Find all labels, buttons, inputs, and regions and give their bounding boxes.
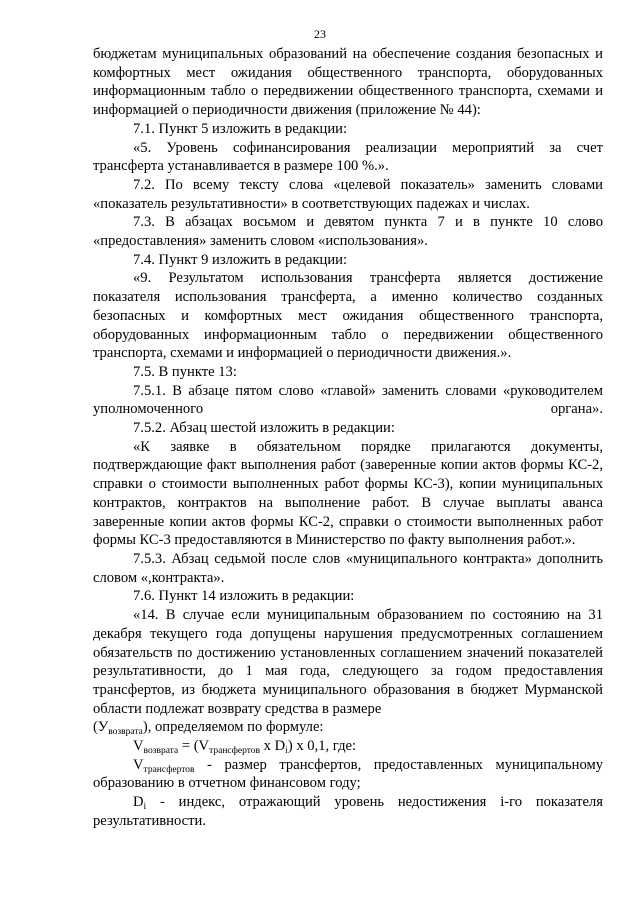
definition-d-text: - индекс, отражающий уровень недостижения i-го показателя результативности.: [93, 794, 603, 829]
paragraph: 7.5.2. Абзац шестой изложить в редакции:: [133, 420, 395, 437]
paragraph: 7.3. В абзацах восьмом и девятом пункта 7 и в пункте 10 слово «предоставления» заменить словом «использования».: [93, 214, 603, 250]
paragraph: 7.1. Пункт 5 изложить в редакции:: [133, 120, 348, 137]
formula-i-sub: i: [285, 746, 288, 757]
paragraph: 7.5. В пункте 13:: [133, 363, 237, 380]
paragraph: «9. Результатом использования трансферта является достижение показателя использования трансферта, а именно количество созданных безопасных и комфортных мест ожидания общественного транспорта, оборудованных информационным табло о передвижении общественного транспорта, схемами и информацией о периодичности движения.».: [93, 270, 603, 362]
document-body: [93, 45, 603, 831]
paragraph: «К заявке в обязательном порядке прилагаются документы, подтверждающие факт выполнения работ (заверенные копии актов формы КС-2, справки о стоимости выполненных работ формы КС-3), копии муниципальных контрактов, контрактов на выполнение работ. В случае выплаты аванса заверенные копии актов формы КС-2, справки о стоимости выполненных работ формы КС-3 предоставляются в Министерство по факту выполнения работ.».: [93, 438, 603, 549]
definition-v-transfers: [93, 756, 603, 793]
formula-rest: ) x 0,1, где:: [287, 738, 357, 755]
formula: [93, 737, 603, 756]
formula-intro-open: (У: [93, 719, 109, 736]
paragraph: «14. В случае если муниципальным образованием по состоянию на 31 декабря текущего года допущены нарушения предусмотренных соглашением обязательств по достижению установленных соглашением значений показателей результативности, до 1 мая года, следующего за годом предоставления трансфертов, из бюджета муниципального образования в бюджет Мурманской области подлежат возврату средства в размере: [93, 607, 603, 717]
formula-t-sub: трансфертов: [209, 746, 261, 757]
definition-v-symbol: V: [133, 756, 144, 773]
definition-d-index: [93, 793, 603, 830]
definition-d-sub: i: [143, 802, 147, 813]
page-number: 23: [314, 27, 326, 41]
definition-v-sub: трансфертов: [143, 764, 195, 775]
formula-x: x D: [260, 738, 286, 755]
definition-v-text: - размер трансфертов, предоставленных муниципальному образованию в отчетном финансовом году;: [93, 756, 603, 792]
formula-v: V: [133, 738, 144, 755]
paragraph: 7.2. По всему тексту слова «целевой показатель» заменить словами «показатель результативности» в соответствующих падежах и числах.: [93, 176, 603, 212]
formula-v-sub: возврата: [143, 746, 179, 757]
paragraph: 7.5.1. В абзаце пятом слово «главой» заменить словами «руководителем уполномоченного органа».: [93, 382, 603, 418]
formula-intro-close: ), определяемом по формуле:: [142, 719, 324, 736]
formula-intro: [93, 718, 603, 737]
paragraph: 7.5.3. Абзац седьмой после слов «муниципального контракта» дополнить словом «,контракта».: [93, 550, 603, 586]
formula-eq: = (V: [178, 738, 210, 755]
paragraph: «5. Уровень софинансирования реализации мероприятий за счет трансферта устанавливается в размере 100 %.».: [93, 139, 603, 175]
paragraph: бюджетам муниципальных образований на обеспечение создания безопасных и комфортных мест ожидания общественного транспорта, оборудованных информационным табло о передвижении общественного транспорта, схемами и информацией о периодичности движения (приложение № 44):: [93, 46, 603, 119]
paragraph: 7.4. Пункт 9 изложить в редакции:: [133, 251, 348, 268]
formula-intro-sub: возврата: [108, 727, 143, 738]
definition-d-symbol: D: [133, 794, 144, 811]
paragraph: 7.6. Пункт 14 изложить в редакции:: [133, 588, 355, 605]
